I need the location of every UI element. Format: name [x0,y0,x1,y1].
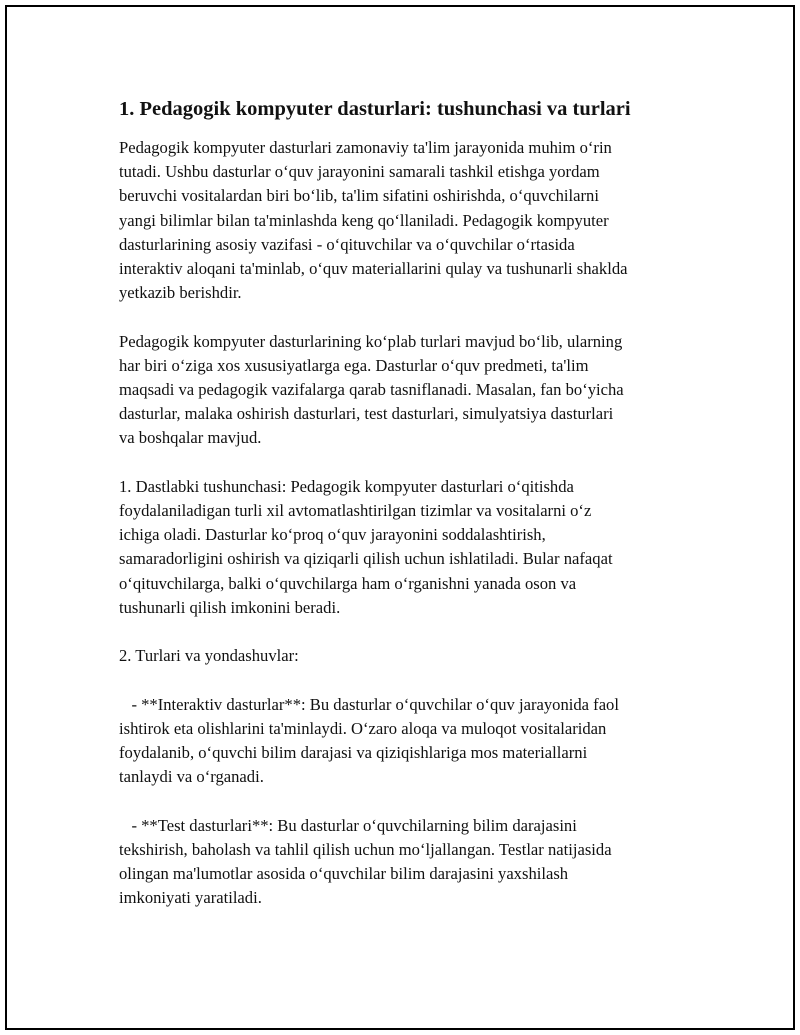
list-item-interactive: - **Interaktiv dasturlar**: Bu dasturlar o‘quvchilar o‘quv jarayonida faol ishtirok eta olishlarini ta'minlaydi. O‘zaro aloqa va muloqot vositalaridan foydalanib, o‘quvchi bilim darajasi va qiziqishlariga mos materiallarni tanlaydi va o‘rganadi. [119,694,619,787]
document-body [119,97,689,910]
paragraph-types-approaches: 2. Turlari va yondashuvlar: [119,646,299,666]
paragraph-gap [119,305,689,329]
paragraph-gap [119,620,689,644]
paragraph-intro: Pedagogik kompyuter dasturlari zamonaviy ta'lim jarayonida muhim o‘rin tutadi. Ushbu dasturlar o‘quv jarayonini samarali tashkil etishga yordam beruvchi vositalardan biri bo‘lib, ta'lim sifatini oshirishda, o‘quvchilarni yangi bilimlar bilan ta'minlashda keng qo‘llaniladi. Pedagogik kompyuter dasturlarining asosiy vazifasi - o‘qituvchilar va o‘quvchilar o‘rtasida interaktiv aloqani ta'minlab, o‘quv materiallarini qulay va tushunarli shaklda yetkazib berishdir. [119,138,628,303]
paragraph-gap [119,668,689,692]
paragraph-basic-concept: 1. Dastlabki tushunchasi: Pedagogik kompyuter dasturlari o‘qitishda foydalaniladigan turli xil avtomatlashtirilgan tizimlar va vositalarni o‘z ichiga oladi. Dasturlar ko‘proq o‘quv jarayonini soddalashtirish, samaradorligini oshirish va qiziqarli qilish uchun ishlatiladi. Bular nafaqat o‘qituvchilarga, balki o‘quvchilarga ham o‘rganishni yanada oson va tushunarli qilish imkonini beradi. [119,476,613,617]
section-heading: 1. Pedagogik kompyuter dasturlari: tushunchasi va turlari [119,98,631,120]
document-page [5,5,795,1030]
paragraph-types: Pedagogik kompyuter dasturlarining ko‘plab turlari mavjud bo‘lib, ularning har biri o‘ziga xos xususiyatlarga ega. Dasturlar o‘quv predmeti, ta'lim maqsadi va pedagogik vazifalarga qarab tasniflanadi. Masalan, fan bo‘yicha dasturlar, malaka oshirish dasturlari, test dasturlari, simulyatsiya dasturlari va boshqalar mavjud. [119,331,624,448]
paragraph-gap [119,451,689,475]
list-item-test: - **Test dasturlari**: Bu dasturlar o‘quvchilarning bilim darajasini tekshirish, baholash va tahlil qilish uchun mo‘ljallangan. Testlar natijasida olingan ma'lumotlar asosida o‘quvchilar bilim darajasini yaxshilash imkoniyati yaratiladi. [119,815,612,908]
paragraph-gap [119,789,689,813]
